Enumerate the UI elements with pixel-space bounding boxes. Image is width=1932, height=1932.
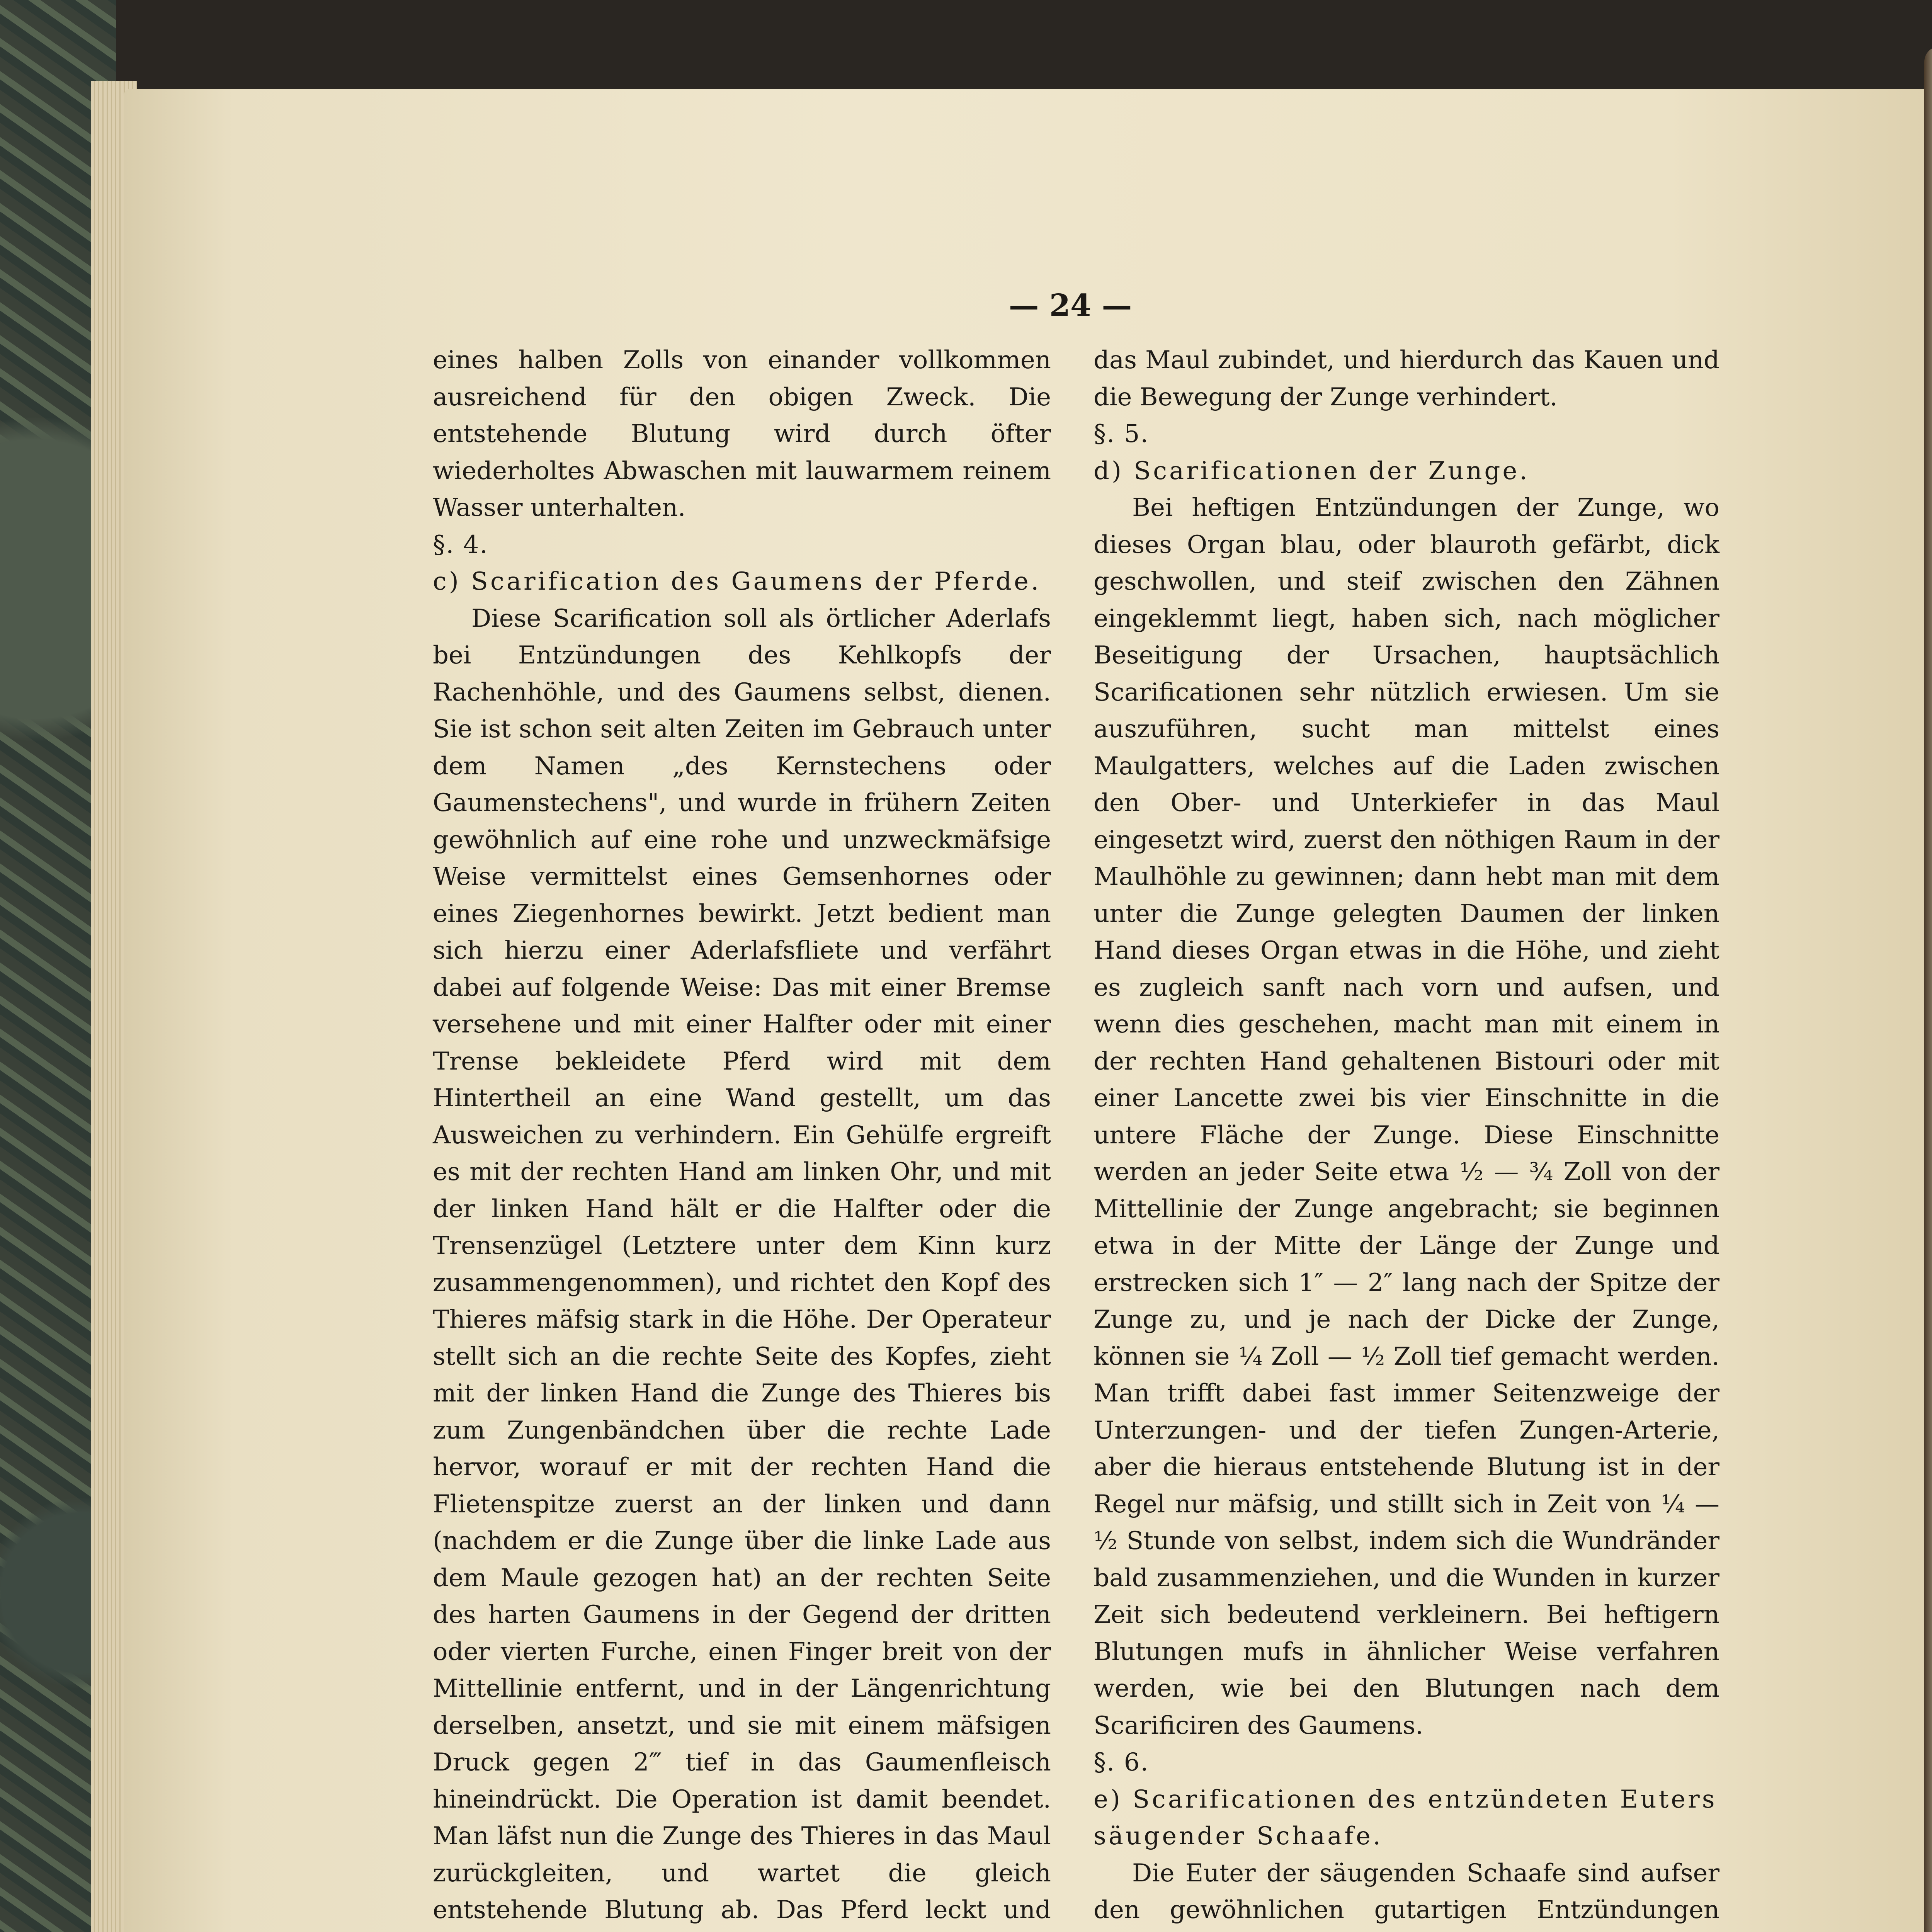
section-5-number: §. 5. bbox=[1094, 420, 1149, 448]
section-5-title: d) Scarificationen der Zunge. bbox=[1094, 456, 1530, 485]
section-6-title-line1: e) Scarificationen des entzündeten Euters bbox=[1094, 1785, 1717, 1814]
section-5-body: Bei heftigen Entzündungen der Zunge, wo dieses Organ blau, oder blauroth gefärbt, dick geschwollen, und steif zwischen den Zähnen eingeklemmt liegt, haben sich, nach möglicher Beseitigung der Ursachen, hauptsächlich Scarificationen sehr nützlich erwiesen. Um sie auszuführen, sucht man mittelst eines Maulgatters, welches auf die Laden zwischen den Ober- und Unterkiefer in das Maul eingesetzt wird, zuerst den nöthigen Raum in der Maulhöhle zu gewinnen; dann hebt man mit dem unter die Zunge gelegten Daumen der linken Hand dieses Organ etwas in die Höhe, und zieht es zugleich sanft nach vorn und aufsen, und wenn dies geschehen, macht man mit einem in der rechten Hand gehaltenen Bistouri oder mit einer Lancette zwei bis vier Einschnitte in die untere Fläche der Zunge. Diese Einschnitte werden an jeder Seite etwa ½ — ¾ Zoll von der Mittellinie der Zunge angebracht; sie beginnen etwa in der Mitte der Länge der Zunge und erstrecken sich 1″ — 2″ lang nach der Spitze der Zunge zu, und je nach der Dicke der Zunge, können sie ¼ Zoll — ½ Zoll tief gemacht werden. Man trifft dabei fast immer Seitenzweige der Unterzungen- und der tiefen Zungen-Arterie, aber die hieraus entstehende Blutung ist in der Regel nur mäfsig, und stillt sich in Zeit von ¼ — ½ Stunde von selbst, indem sich die Wundränder bald zusammenziehen, und die Wunden in kurzer Zeit sich bedeutend verkleinern. Bei heftigern Blutungen mufs in ähnlicher Weise verfahren werden, wie bei den Blutungen nach dem Scarificiren des Gaumens. bbox=[1094, 493, 1719, 1740]
section-6-title-line2: säugender Schaafe. bbox=[1094, 1822, 1383, 1850]
section-6-body: Die Euter der säugenden Schaafe sind aufser den gewöhnlichen gutartigen Entzündungen bbox=[1094, 1859, 1719, 1924]
right-intro-paragraph: das Maul zubindet, und hierdurch das Kauen und die Bewegung der Zunge verhindert. bbox=[1094, 346, 1719, 412]
facing-page-edge bbox=[1924, 46, 1932, 1932]
right-column bbox=[1094, 342, 1719, 1932]
section-4-title: c) Scarification des Gaumens der Pferde. bbox=[433, 567, 1041, 596]
section-4-number: §. 4. bbox=[433, 530, 488, 559]
left-intro-paragraph: eines halben Zolls von einander vollkommen ausreichend für den obigen Zweck. Die entstehende Blutung wird durch öfter wiederholtes Abwaschen mit lauwarmem reinem Wasser unterhalten. bbox=[433, 346, 1051, 522]
page-number: — 24 — bbox=[1009, 288, 1132, 323]
section-6-number: §. 6. bbox=[1094, 1748, 1149, 1777]
left-column bbox=[433, 342, 1051, 1932]
section-4-body: Diese Scarification soll als örtlicher Aderlafs bei Entzündungen des Kehlkopfs der Rachenhöhle, und des Gaumens selbst, dienen. Sie ist schon seit alten Zeiten im Gebrauch unter dem Namen „des Kernstechens oder Gaumenstechens", und wurde in frühern Zeiten gewöhnlich auf eine rohe und unzweckmäfsige Weise vermittelst eines Gemsenhornes oder eines Ziegenhornes bewirkt. Jetzt bedient man sich hierzu einer Aderlafsfliete und verfährt dabei auf folgende Weise: Das mit einer Bremse versehene und mit einer Halfter oder mit einer Trense bekleidete Pferd wird mit dem Hintertheil an eine Wand gestellt, um das Ausweichen zu verhindern. Ein Gehülfe ergreift es mit der rechten Hand am linken Ohr, und mit der linken Hand hält er die Halfter oder die Trensenzügel (Letztere unter dem Kinn kurz zusammengenommen), und richtet den Kopf des Thieres mäfsig stark in die Höhe. Der Operateur stellt sich an die rechte Seite des Kopfes, zieht mit der linken Hand die Zunge des Thieres bis zum Zungenbändchen über die rechte Lade hervor, worauf er mit der rechten Hand die Flietenspitze zuerst an der linken und dann (nachdem er die Zunge über die linke Lade aus dem Maule gezogen hat) an der rechten Seite des harten Gaumens in der Gegend der dritten oder vierten Furche, einen Finger breit von der Mittellinie entfernt, und in der Längenrichtung derselben, ansetzt, und sie mit einem mäfsigen Druck gegen 2‴ tief in das Gaumenfleisch hineindrückt. Die Operation ist damit beendet. Man läfst nun die Zunge des Thieres in das Maul zurückgleiten, und wartet die gleich entstehende Blutung ab. Das Pferd leckt und bbox=[433, 604, 1051, 1924]
